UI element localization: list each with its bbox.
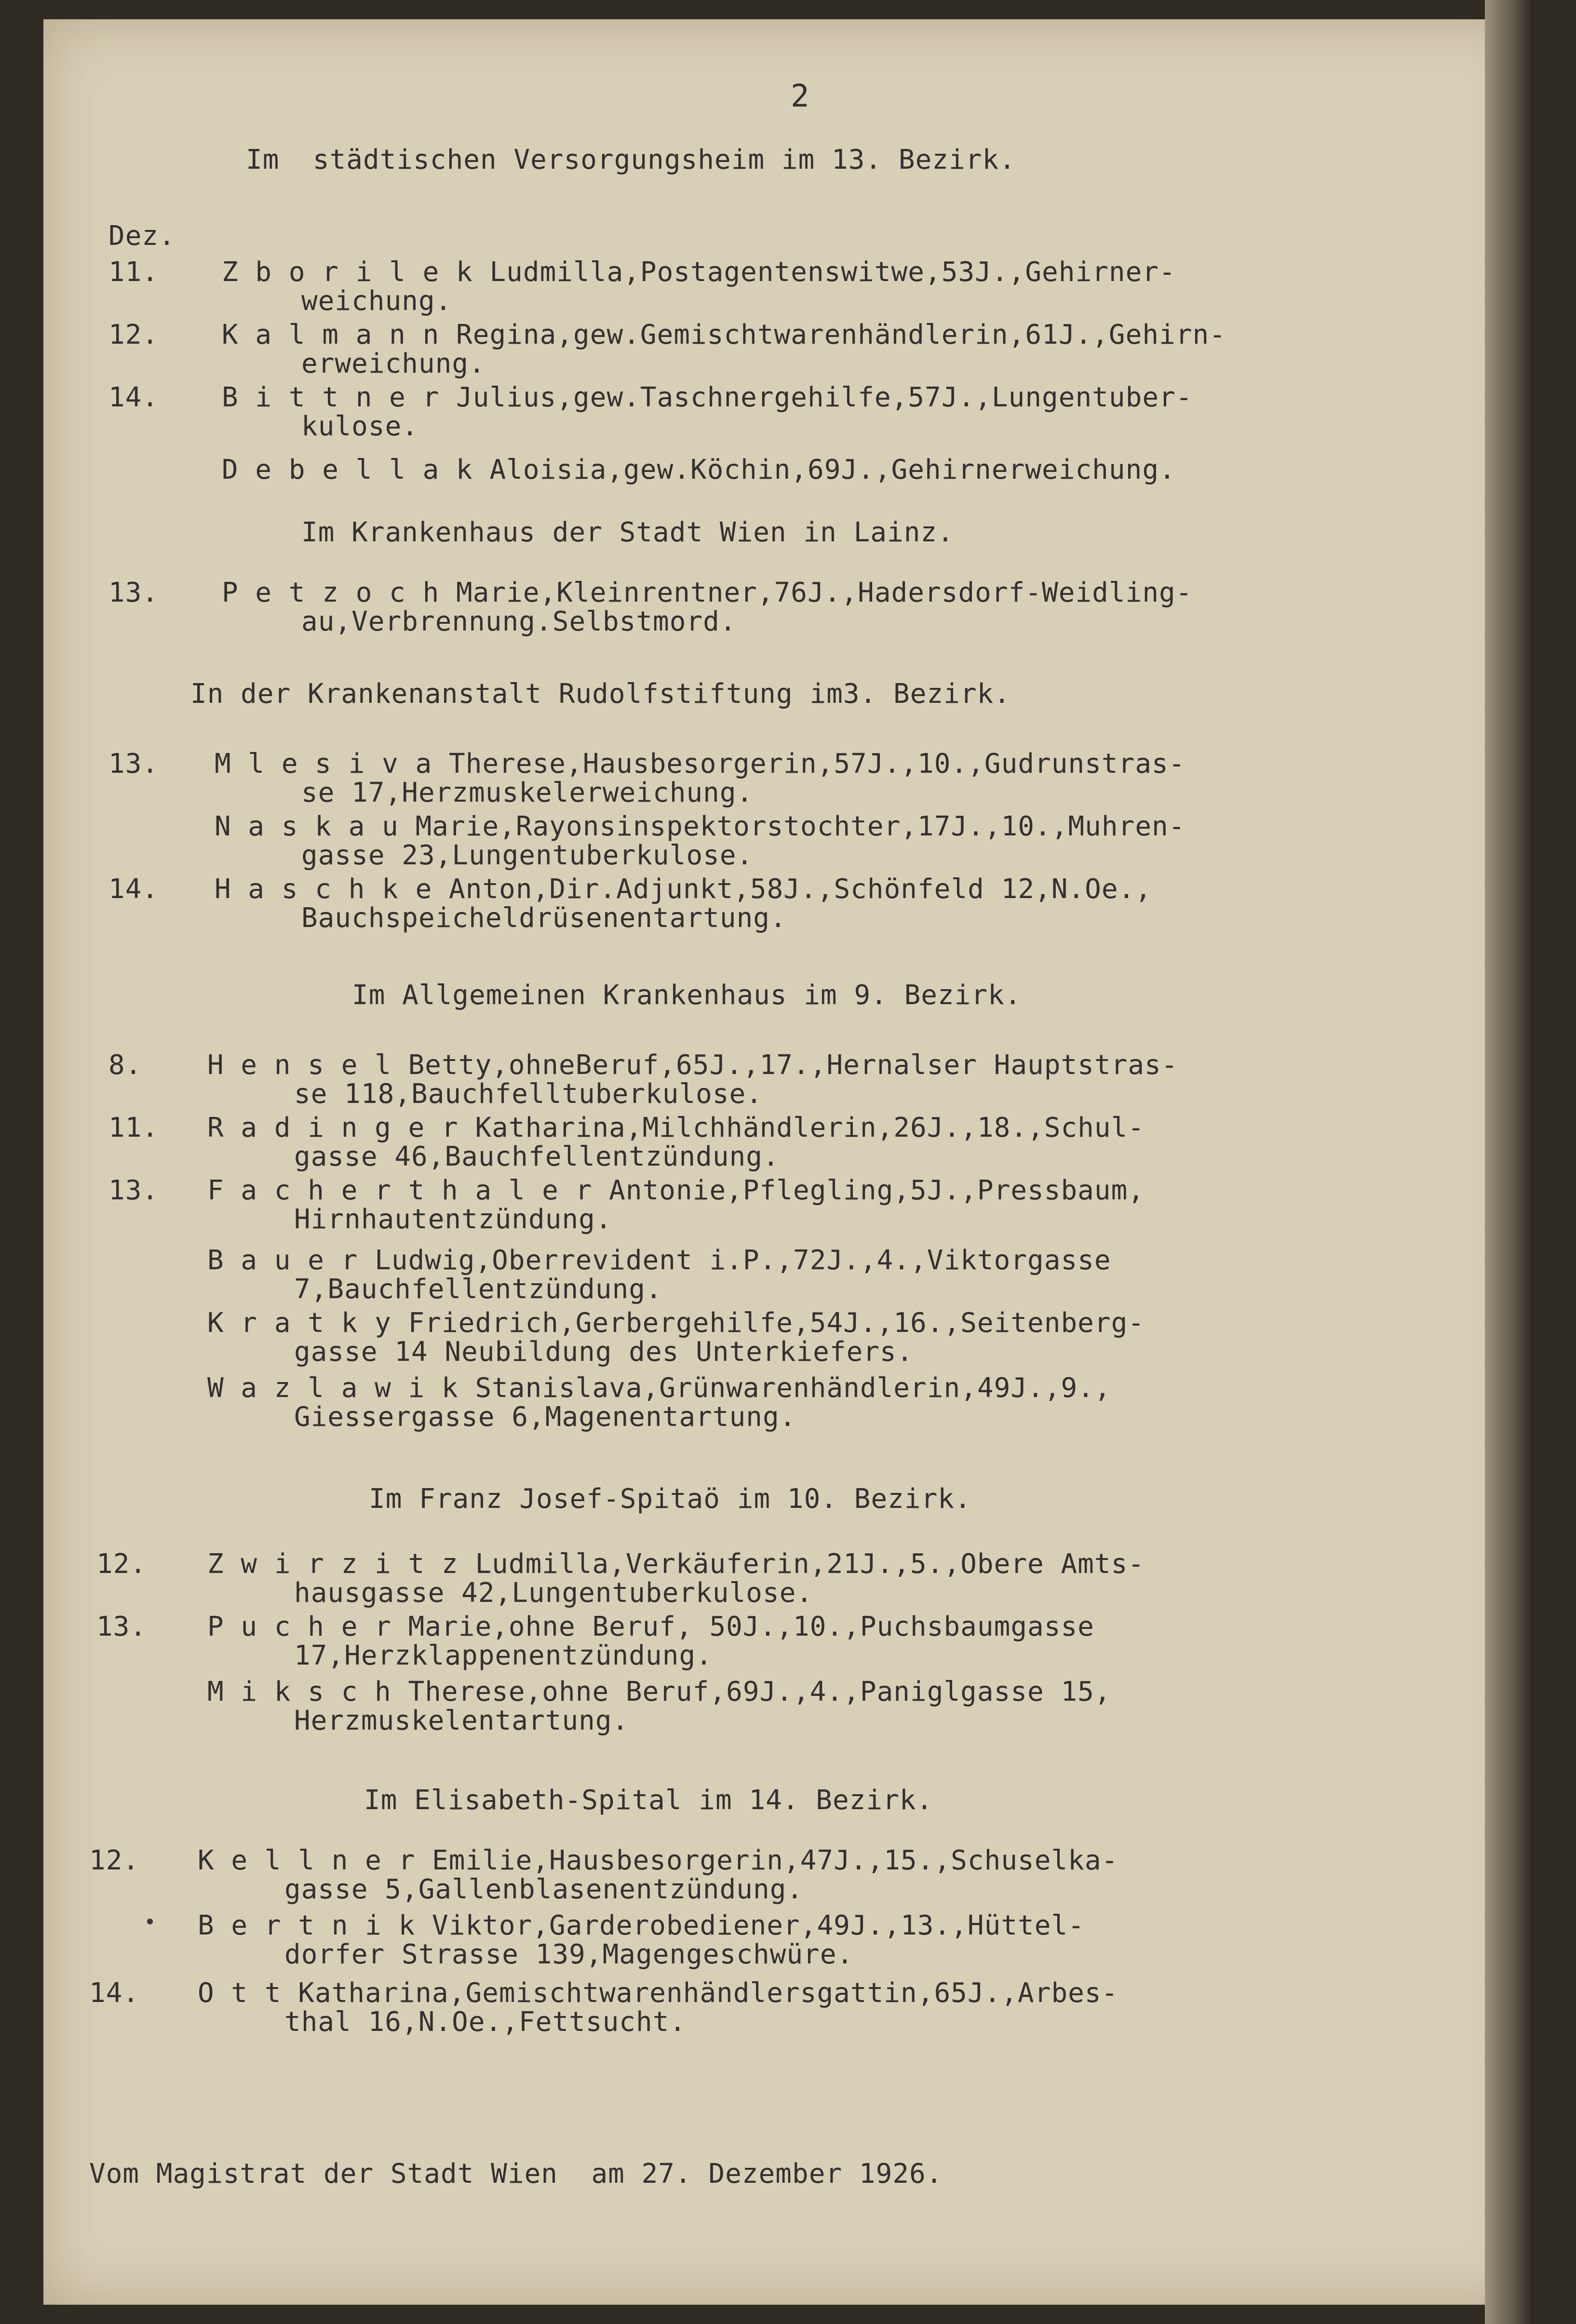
entry-day: 13.	[108, 577, 159, 608]
entry-day: 12.	[96, 1548, 147, 1580]
entry-line: 17,Herzklappenentzündung.	[294, 1640, 713, 1671]
entry-line: W a z l a w i k Stanislava,Grünwarenhändlerin,49J.,9.,	[207, 1372, 1111, 1404]
entry-line: D e b e l l a k Aloisia,gew.Köchin,69J.,Gehirnerweichung.	[222, 454, 1176, 485]
entry-line: erweichung.	[301, 348, 485, 379]
entry-line: au,Verbrennung.Selbstmord.	[301, 606, 737, 637]
footer-signature-line: Vom Magistrat der Stadt Wien am 27. Dezember 1926.	[89, 2158, 943, 2190]
entry-day: 14.	[89, 1977, 140, 2009]
entry-line: dorfer Strasse 139,Magengeschwüre.	[284, 1939, 854, 1970]
page-number: 2	[791, 79, 810, 114]
entry-day: 13.	[96, 1611, 147, 1642]
entry-line: K r a t k y Friedrich,Gerbergehilfe,54J.,16.,Seitenberg-	[207, 1307, 1145, 1339]
entry-day: 14.	[108, 382, 159, 413]
page-gutter	[1485, 0, 1533, 2324]
entry-line: K a l m a n n Regina,gew.Gemischtwarenhändlerin,61J.,Gehirn-	[222, 319, 1226, 350]
entry-line: gasse 14 Neubildung des Unterkiefers.	[294, 1336, 914, 1368]
entry-line: H a s c h k e Anton,Dir.Adjunkt,58J.,Schönfeld 12,N.Oe.,	[215, 873, 1152, 905]
section-heading: In der Krankenanstalt Rudolfstiftung im3. Bezirk.	[190, 678, 1011, 710]
entry-line: thal 16,N.Oe.,Fettsucht.	[284, 2006, 687, 2038]
entry-line: M i k s c h Therese,ohne Beruf,69J.,4.,Paniglgasse 15,	[207, 1676, 1111, 1707]
bullet-mark	[147, 1919, 153, 1924]
entry-line: M l e s i v a Therese,Hausbesorgerin,57J.,10.,Gudrunstras-	[215, 748, 1185, 779]
entry-line: O t t Katharina,Gemischtwarenhändlersgattin,65J.,Arbes-	[198, 1977, 1118, 2009]
entry-day: 14.	[108, 873, 159, 905]
entry-line: Herzmuskelentartung.	[294, 1705, 629, 1736]
entry-line: weichung.	[301, 285, 452, 317]
entry-line: Z b o r i l e k Ludmilla,Postagentenswitwe,53J.,Gehirner-	[222, 256, 1176, 288]
entry-line: 7,Bauchfellentzündung.	[294, 1274, 662, 1305]
entry-day: 12.	[89, 1845, 140, 1876]
section-heading: Im Krankenhaus der Stadt Wien in Lainz.	[301, 517, 954, 548]
entry-day: 13.	[108, 1175, 159, 1206]
entry-line: se 17,Herzmuskelerweichung.	[301, 777, 754, 808]
entry-day: 13.	[108, 748, 159, 779]
entry-line: N a s k a u Marie,Rayonsinspektorstochter,17J.,10.,Muhren-	[215, 811, 1185, 842]
entry-line: gasse 23,Lungentuberkulose.	[301, 840, 754, 871]
entry-line: F a c h e r t h a l e r Antonie,Pflegling,5J.,Pressbaum,	[207, 1175, 1145, 1206]
section-heading: Im Franz Josef-Spitaö im 10. Bezirk.	[369, 1483, 971, 1515]
entry-line: B a u e r Ludwig,Oberrevident i.P.,72J.,4.,Viktorgasse	[207, 1245, 1111, 1276]
entry-line: H e n s e l Betty,ohneBeruf,65J.,17.,Hernalser Hauptstras-	[207, 1049, 1178, 1081]
entry-line: Bauchspeicheldrüsenentartung.	[301, 902, 787, 934]
section-heading: Im städtischen Versorgungsheim im 13. Bezirk.	[246, 144, 1016, 175]
month-label: Dez.	[108, 220, 175, 252]
entry-day: 12.	[108, 319, 159, 350]
section-heading: Im Elisabeth-Spital im 14. Bezirk.	[364, 1785, 933, 1816]
entry-day: 11.	[108, 1112, 159, 1143]
section-heading: Im Allgemeinen Krankenhaus im 9. Bezirk.	[352, 980, 1022, 1011]
entry-line: P u c h e r Marie,ohne Beruf, 50J.,10.,Puchsbaumgasse	[207, 1611, 1094, 1642]
document-page	[43, 19, 1528, 2305]
entry-line: gasse 46,Bauchfellentzündung.	[294, 1141, 780, 1172]
entry-line: B e r t n i k Viktor,Garderobediener,49J.,13.,Hüttel-	[198, 1910, 1085, 1941]
entry-line: hausgasse 42,Lungentuberkulose.	[294, 1577, 813, 1609]
entry-line: Hirnhautentzündung.	[294, 1204, 612, 1235]
entry-line: Z w i r z i t z Ludmilla,Verkäuferin,21J.,5.,Obere Amts-	[207, 1548, 1145, 1580]
entry-line: se 118,Bauchfelltuberkulose.	[294, 1078, 763, 1110]
entry-line: kulose.	[301, 411, 419, 442]
entry-line: gasse 5,Gallenblasenentzündung.	[284, 1874, 804, 1905]
entry-line: K e l l n e r Emilie,Hausbesorgerin,47J.,15.,Schuselka-	[198, 1845, 1118, 1876]
entry-line: Giessergasse 6,Magenentartung.	[294, 1401, 796, 1433]
entry-line: R a d i n g e r Katharina,Milchhändlerin,26J.,18.,Schul-	[207, 1112, 1145, 1143]
entry-day: 11.	[108, 256, 159, 288]
entry-day: 8.	[108, 1049, 142, 1081]
entry-line: B i t t n e r Julius,gew.Taschnergehilfe,57J.,Lungentuber-	[222, 382, 1193, 413]
entry-line: P e t z o c h Marie,Kleinrentner,76J.,Hadersdorf-Weidling-	[222, 577, 1193, 608]
